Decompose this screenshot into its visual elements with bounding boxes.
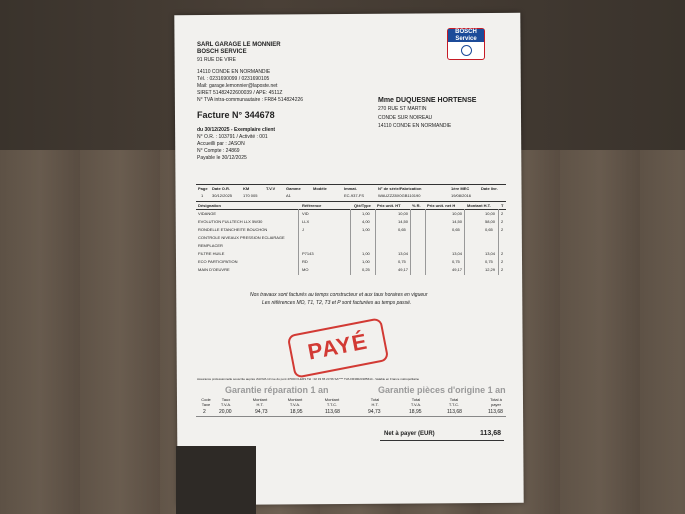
paid-stamp-text: PAYÉ: [305, 328, 370, 365]
line-tax: 2: [501, 227, 504, 232]
vv-km: 170 005: [243, 193, 258, 198]
invoice-payable: Payable le 30/12/2025: [197, 155, 247, 161]
paper-cutout: [176, 446, 256, 514]
line-amount: 58,00: [485, 219, 496, 224]
vh-serie: N° de série/Fabrication: [378, 186, 422, 191]
line-amount: 0,75: [485, 259, 493, 264]
lh-net: Prix unit. net H: [427, 203, 456, 208]
client-address-2: CONDE SUR NOIREAU: [378, 115, 433, 121]
tv-tht: 94,73: [368, 409, 381, 415]
net-label: Net à payer (EUR): [384, 431, 435, 437]
lh-t: T: [501, 203, 504, 208]
line-qty: 4,00: [362, 219, 370, 224]
client-name: Mme DUQUESNE HORTENSE: [378, 97, 477, 104]
bosch-service-logo: [447, 28, 485, 60]
line-qty: 1,00: [362, 211, 370, 216]
tv-mtva: 18,95: [290, 409, 303, 415]
line-reference: VID: [302, 211, 309, 216]
logo-line1: BOSCH: [455, 29, 477, 35]
line-reference: MO: [302, 267, 309, 272]
totals-rule: [196, 416, 506, 417]
line-tax: 2: [501, 267, 504, 272]
line-reference: J: [302, 227, 304, 232]
line-reference: P7143: [302, 251, 314, 256]
line-designation: RONDELLE ETANCHEITE BOUCHON: [198, 227, 268, 232]
tv-tttc: 113,68: [447, 409, 462, 415]
lh-remise: % R.: [412, 203, 421, 208]
col-sep: [464, 209, 465, 275]
client-address-1: 270 RUE ST MARTIN: [378, 106, 427, 112]
th-ttva: Total T.V.A.: [410, 397, 422, 407]
line-tax: 2: [501, 211, 504, 216]
lines-header-rule-bottom: [196, 209, 506, 210]
line-amount: 10,00: [485, 211, 496, 216]
garage-city: 14110 CONDE EN NORMANDIE: [197, 69, 271, 75]
line-net: 14,50: [452, 219, 463, 224]
vh-tvv: T.V.V: [266, 186, 276, 191]
vh-livr: Date livr.: [481, 186, 498, 191]
vh-mec: 1ère MEC: [451, 186, 470, 191]
garage-siret: SIRET 51482422600039 / APE: 4511Z: [197, 90, 283, 96]
legal-notice: Assurance professionnelle souscrite auprès d'AVIVA 13 rue du pont 47000 FLERS Tél : 02 33 65 23 56 SA**** TVA FR39023185614 - Valable en France métropolitaine: [197, 377, 420, 381]
tv-apayer: 113,68: [488, 409, 503, 415]
vh-modele: Modèle: [313, 186, 327, 191]
tv-ttva: 18,95: [409, 409, 422, 415]
line-net: 10,00: [452, 211, 463, 216]
col-sep: [350, 209, 351, 275]
garage-service: BOSCH SERVICE: [197, 49, 247, 55]
th-mttc: Montant T.T.C.: [324, 397, 340, 407]
garage-name: SARL GARAGE LE MONNIER: [197, 42, 281, 48]
garage-tel: Tél. : 0231690099 / 0231690105: [197, 76, 270, 82]
line-amount: 0,65: [485, 227, 493, 232]
invoice-date: du 30/12/2025 - Exemplaire client: [197, 127, 276, 133]
tv-mttc: 113,68: [325, 409, 340, 415]
client-address-3: 14110 CONDE EN NORMANDIE: [378, 123, 452, 129]
invoice-compte: N° Compte : 24869: [197, 148, 240, 154]
line-price: 10,00: [398, 211, 409, 216]
line-price: 14,50: [398, 219, 409, 224]
th-tht: Total H.T.: [370, 397, 380, 407]
vv-date: 30/12/2025: [212, 193, 233, 198]
th-code: Code Taxe: [201, 397, 211, 407]
garage-mail: Mail: garage.lemonnier@laposte.net: [197, 83, 278, 89]
line-qty: 0,25: [362, 267, 370, 272]
vh-km: KM: [243, 186, 250, 191]
col-sep: [410, 209, 411, 275]
vh-date: Date O.R.: [212, 186, 231, 191]
line-designation: EVOLUTION FULLTECH LLX 5W30: [198, 219, 263, 224]
vh-page: Page: [198, 186, 208, 191]
col-sep: [375, 209, 376, 275]
note-line-1: Nos travaux sont facturés au temps constructeur et aux taux horaires en vigueur: [250, 292, 428, 298]
logo-line2: Service: [455, 35, 477, 42]
lh-designation: Désignation: [198, 203, 221, 208]
tv-mht: 94,73: [255, 409, 268, 415]
net-rule: [380, 440, 504, 441]
line-designation: VIDANGE: [198, 211, 217, 216]
note-line-2: Les références MO, T1, T2, T3 et P sont facturées au temps passé.: [262, 300, 412, 306]
line-reference: RD: [302, 259, 308, 264]
line-tax: 2: [501, 251, 504, 256]
line-designation: CONTROLE NIVEAUX PRESSION ECLAIRAGE: [198, 235, 285, 240]
line-designation: ECO PARTICIPATION: [198, 259, 238, 264]
col-sep: [498, 209, 499, 275]
th-apayer: Total à payer: [490, 397, 502, 407]
net-value: 113,68: [480, 430, 502, 437]
th-tttc: Total T.T.C.: [448, 397, 460, 407]
vehicle-header-rule: [196, 184, 506, 185]
lh-qte: Qté/Type: [354, 203, 371, 208]
line-net: 0,65: [452, 227, 460, 232]
line-tax: 2: [501, 219, 504, 224]
th-mht: Montant H.T.: [252, 397, 268, 407]
th-taux: Taux T.V.A.: [220, 397, 232, 407]
vh-gamme: Gamme: [286, 186, 301, 191]
logo-banner: [448, 29, 484, 42]
line-designation: MAIN D'OEUVRE: [198, 267, 230, 272]
line-net: 13,04: [452, 251, 463, 256]
line-price: 0,65: [398, 227, 406, 232]
vv-page: 1: [201, 193, 204, 198]
guarantee-repair: Garantie réparation 1 an: [225, 385, 329, 395]
tv-code: 2: [203, 409, 206, 415]
invoice-title: Facture N° 344678: [197, 110, 275, 120]
line-reference: LLX: [302, 219, 310, 224]
tv-taux: 20,00: [219, 409, 232, 415]
vh-immat: Immat.: [344, 186, 357, 191]
vv-immat: EC-937-FS: [344, 193, 365, 198]
line-net: 0,75: [452, 259, 460, 264]
line-net: 49,17: [452, 267, 463, 272]
lh-reference: Référence: [302, 203, 322, 208]
line-price: 13,04: [398, 251, 409, 256]
vv-mec: 19/08/2016: [451, 193, 472, 198]
line-qty: 1,00: [362, 227, 370, 232]
line-qty: 1,00: [362, 259, 370, 264]
th-mtva: Montant T.V.A.: [287, 397, 303, 407]
vv-gamme: A1: [286, 193, 291, 198]
line-designation: REMPLACER: [198, 243, 223, 248]
lh-prix: Prix unit. HT: [377, 203, 401, 208]
line-price: 0,75: [398, 259, 406, 264]
col-sep: [298, 209, 299, 275]
line-tax: 2: [501, 259, 504, 264]
garage-address: 91 RUE DE VIRE: [197, 57, 236, 63]
line-amount: 12,29: [485, 267, 496, 272]
guarantee-parts: Garantie pièces d'origine 1 an: [378, 385, 506, 395]
line-price: 49,17: [398, 267, 409, 272]
invoice-accueil: Accueilli par : JASON: [197, 141, 245, 147]
vv-serie: WAUZZZ8X0GB110190: [378, 193, 421, 198]
bosch-armature-icon: [461, 45, 472, 56]
garage-tva: N° TVA intra-communautaire : FR84 514824226: [197, 97, 304, 103]
line-designation: FILTRE HUILE: [198, 251, 225, 256]
lines-header-rule-top: [196, 201, 506, 202]
invoice-or: N° O.R. : 103791 / Activité : 001: [197, 134, 268, 140]
line-qty: 1,00: [362, 251, 370, 256]
lh-montant: Montant H.T.: [467, 203, 491, 208]
line-amount: 13,04: [485, 251, 496, 256]
col-sep: [425, 209, 426, 275]
